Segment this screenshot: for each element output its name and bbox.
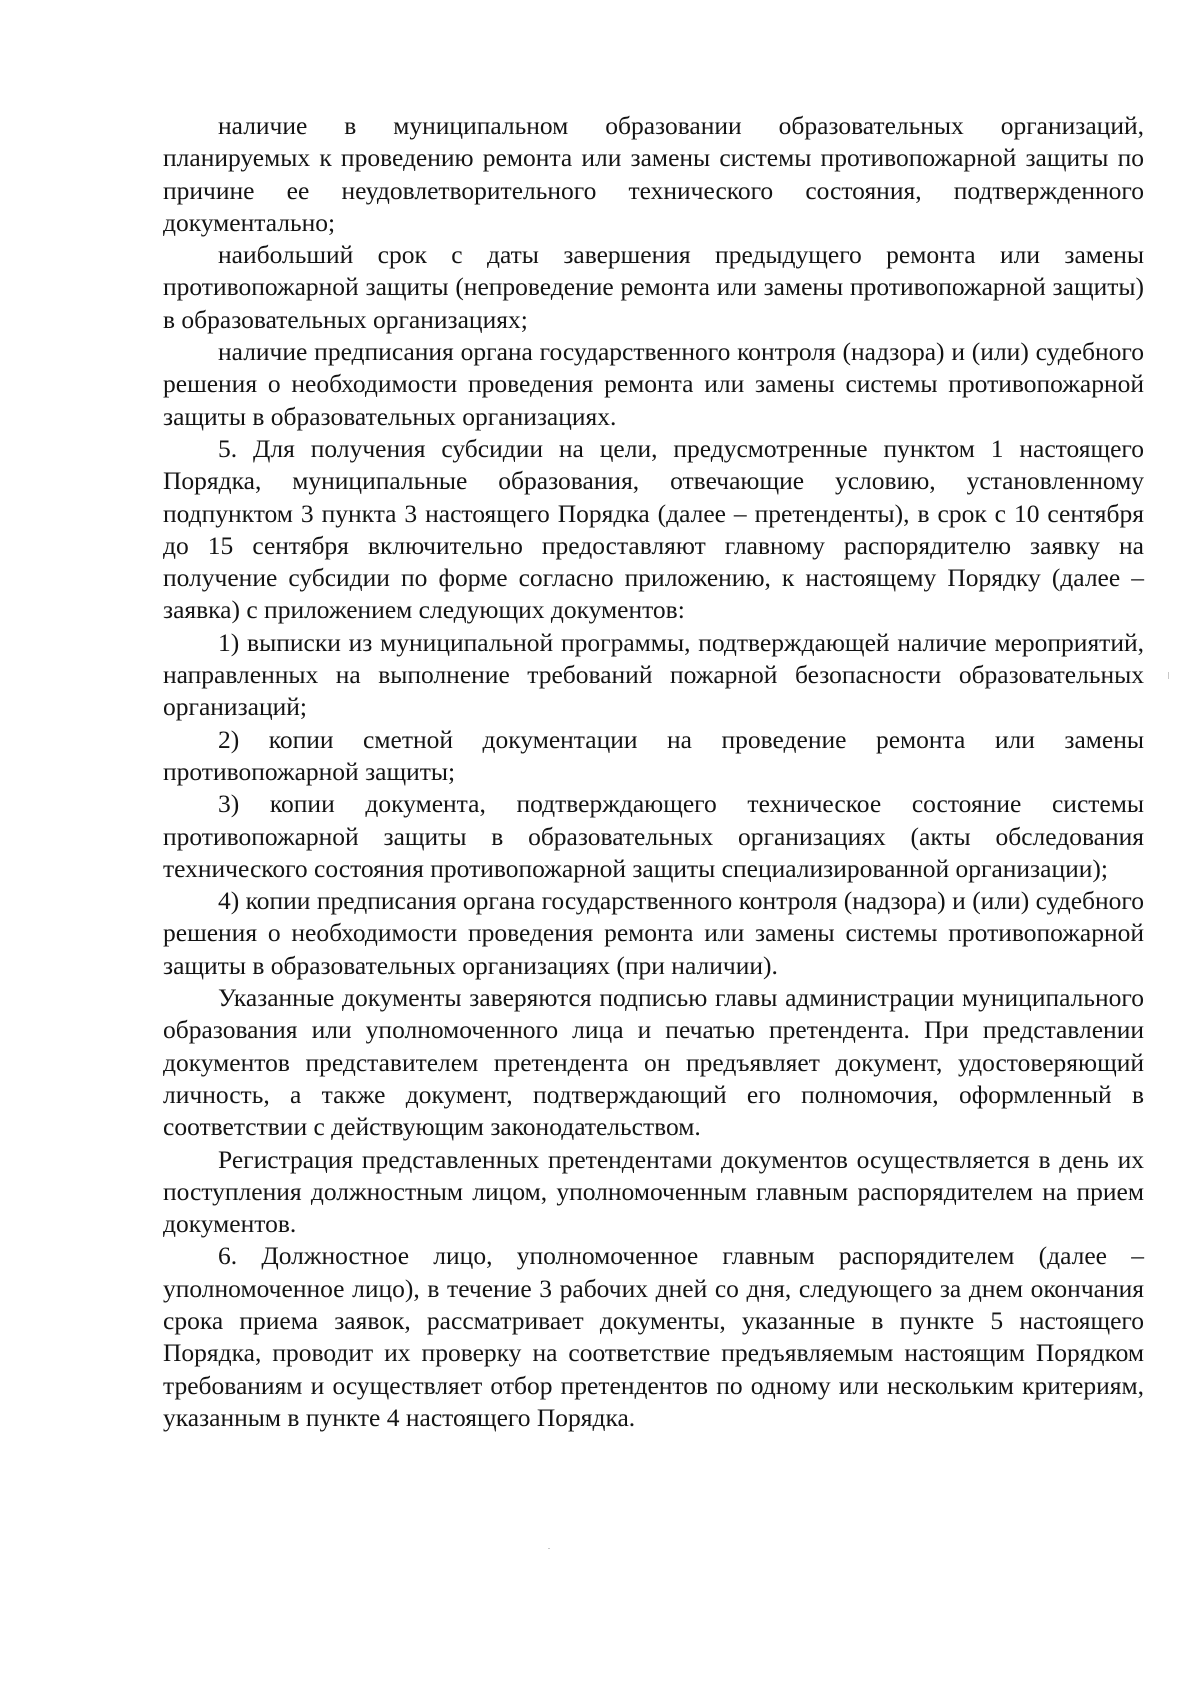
scan-artifact — [548, 1548, 550, 1549]
paragraph-item-1: 1) выписки из муниципальной программы, подтверждающей наличие мероприятий, направленных на выполнение требований пожарной безопасности образовательных организаций; — [163, 627, 1144, 722]
paragraph-section-6: 6. Должностное лицо, уполномоченное главным распорядителем (далее – уполномоченное лицо), в течение 3 рабочих дней со дня, следующего за днем окончания срока приема заявок, рассматривает документы, указанные в пункте 5 настоящего Порядка, проводит их проверку на соответствие предъявляемым настоящим Порядком требованиям и осуществляет отбор претендентов по одному или нескольким критериям, указанным в пункте 4 настоящего Порядка. — [163, 1241, 1144, 1432]
paragraph-item-4: 4) копии предписания органа государственного контроля (надзора) и (или) судебного решения о необходимости проведения ремонта или замены системы противопожарной защиты в образовательных организациях (при наличии). — [163, 886, 1144, 980]
paragraph-item-2: 2) копии сметной документации на проведение ремонта или замены противопожарной защиты; — [163, 724, 1144, 786]
paragraph-criterion-2: наибольший срок с даты завершения предыдущего ремонта или замены противопожарной защиты (непроведение ремонта или замены противопожарной защиты) в образовательных организациях; — [163, 240, 1144, 334]
document-body — [163, 110, 1144, 1434]
scan-artifact — [1168, 672, 1169, 679]
paragraph-certification: Указанные документы заверяются подписью главы администрации муниципального образования или уполномоченного лица и печатью претендента. При представлении документов представителем претендента он предъявляет документ, удостоверяющий личность, а также документ, подтверждающий его полномочия, оформленный в соответствии с действующим законодательством. — [163, 983, 1144, 1142]
paragraph-registration: Регистрация представленных претендентами документов осуществляется в день их поступления должностным лицом, уполномоченным главным распорядителем на прием документов. — [163, 1144, 1144, 1239]
paragraph-criterion-1: наличие в муниципальном образовании образовательных организаций, планируемых к проведению ремонта или замены системы противопожарной защиты по причине ее неудовлетворительного технического состояния, подтвержденного документально; — [163, 111, 1144, 237]
paragraph-criterion-3: наличие предписания органа государственного контроля (надзора) и (или) судебного решения о необходимости проведения ремонта или замены системы противопожарной защиты в образовательных организациях. — [163, 337, 1144, 431]
paragraph-section-5: 5. Для получения субсидии на цели, предусмотренные пунктом 1 настоящего Порядка, муниципальные образования, отвечающие условию, установленному подпунктом 3 пункта 3 настоящего Порядка (далее – претенденты), в срок с 10 сентября до 15 сентября включительно предоставляют главному распорядителю заявку на получение субсидии по форме согласно приложению, к настоящему Порядку (далее – заявка) с приложением следующих документов: — [163, 433, 1144, 625]
paragraph-item-3: 3) копии документа, подтверждающего техническое состояние системы противопожарной защиты в образовательных организациях (акты обследования технического состояния противопожарной защиты специализированной организации); — [163, 789, 1144, 883]
